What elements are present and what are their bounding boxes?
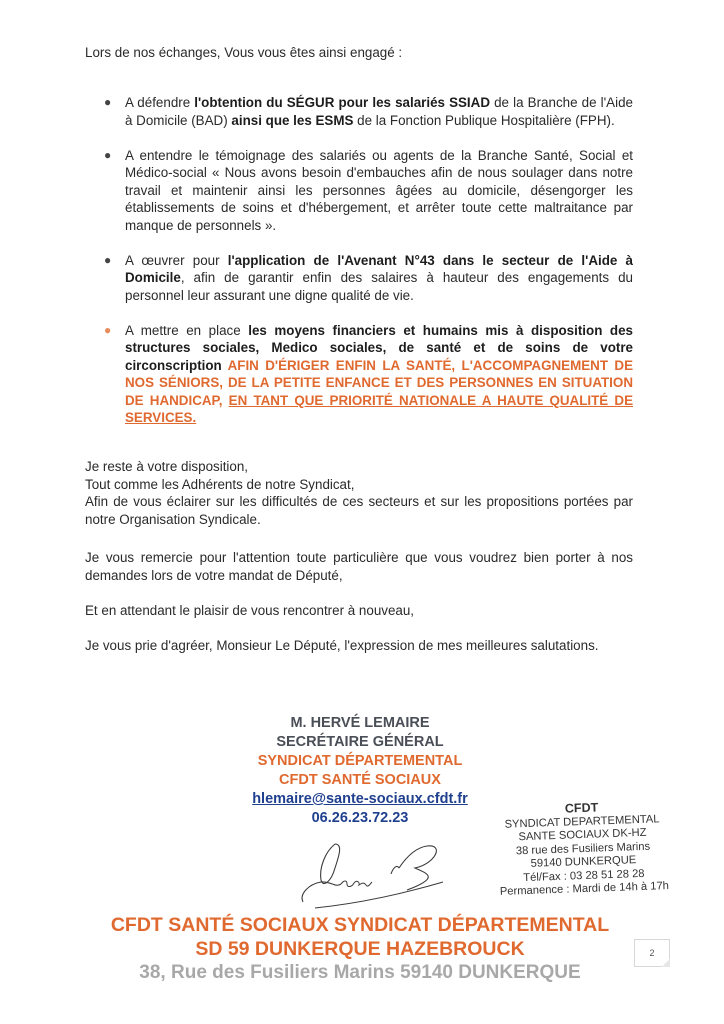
regards-paragraph: Je vous prie d'agréer, Monsieur Le Député, l'expression de mes meilleures salutations. xyxy=(85,638,599,653)
signer-org-line1: SYNDICAT DÉPARTEMENTAL xyxy=(257,753,463,769)
bullet-icon: ● xyxy=(104,252,112,267)
waiting-paragraph: Et en attendant le plaisir de vous rencontrer à nouveau, xyxy=(85,603,415,618)
union-stamp: CFDT SYNDICAT DEPARTEMENTAL SANTE SOCIAUX DK-HZ 38 rue des Fusiliers Marins 59140 DUNKERQUE Tél/Fax : 03 28 51 28 28 Permanence : Mardi de 14h à 17h xyxy=(486,799,679,900)
handwritten-signature xyxy=(295,838,445,910)
list-item: ● A mettre en place les moyens financiers et humains mis à disposition des structures sociales, Medico sociales, de santé et de soins de votre circonscription AFIN D'ÉRIGER ENFIN LA SANTÉ, L'ACCOMPAGNEMENT DE NOS SÉNIORS, DE LA PETITE ENFANCE ET DES PERSONNES EN SITUATION DE HANDICAP, EN TANT QUE PRIORITÉ NATIONALE A HAUTE QUALITÉ DE SERVICES. xyxy=(104,322,633,425)
commitments-list xyxy=(85,94,633,444)
signer-title: SECRÉTAIRE GÉNÉRAL xyxy=(276,734,444,750)
closing-paragraph: Je reste à votre disposition, Tout comme les Adhérents de notre Syndicat, Afin de vous éclairer sur les difficultés de ces secteurs et sur les propositions portées par notre Organisation Syndicale. xyxy=(85,459,633,527)
footer-section: SD 59 DUNKERQUE HAZEBROUCK xyxy=(195,938,525,960)
footer-address: 38, Rue des Fusiliers Marins 59140 DUNKERQUE xyxy=(139,962,581,983)
list-item: ● A défendre l'obtention du SÉGUR pour les salariés SSIAD de la Branche de l'Aide à Domicile (BAD) ainsi que les ESMS de la Fonction Publique Hospitalière (FPH). xyxy=(104,95,633,128)
bullet-icon: ● xyxy=(104,147,112,162)
stamp-title: CFDT xyxy=(564,800,599,816)
list-item: ● A œuvrer pour l'application de l'Avenant N°43 dans le secteur de l'Aide à Domicile, afin de garantir enfin des salaires à hauteur des engagements du personnel leur assurant une digne qualité de vie. xyxy=(104,252,633,303)
signer-email-link[interactable]: hlemaire@sante-sociaux.cfdt.fr xyxy=(252,791,468,807)
signer-name: M. HERVÉ LEMAIRE xyxy=(290,715,430,731)
signer-org-line2: CFDT SANTÉ SOCIAUX xyxy=(279,772,441,788)
footer-org-name: CFDT SANTÉ SOCIAUX SYNDICAT DÉPARTEMENTAL xyxy=(110,914,610,936)
thanks-paragraph: Je vous remercie pour l'attention toute particulière que vous voudrez bien porter à nos demandes lors de votre mandat de Député, xyxy=(85,550,633,583)
letterhead-footer xyxy=(60,913,660,985)
signature-block xyxy=(230,714,490,828)
signer-phone: 06.26.23.72.23 xyxy=(311,810,409,826)
list-item: ● A entendre le témoignage des salariés ou agents de la Branche Santé, Social et Médico-social « Nous avons besoin d'embauches afin de nous soulager dans notre travail et maintenir ainsi les personnes âgées au domicile, désengorger les établissements de soins et d'hébergement, et arrêter toute cette maltraitance par manque de personnels ». xyxy=(104,147,633,233)
page-number: 2 xyxy=(634,939,670,967)
bullet-icon: ● xyxy=(104,95,112,109)
bullet-icon: ● xyxy=(104,322,112,337)
intro-paragraph: Lors de nos échanges, Vous vous êtes ainsi engagé : xyxy=(85,45,403,60)
